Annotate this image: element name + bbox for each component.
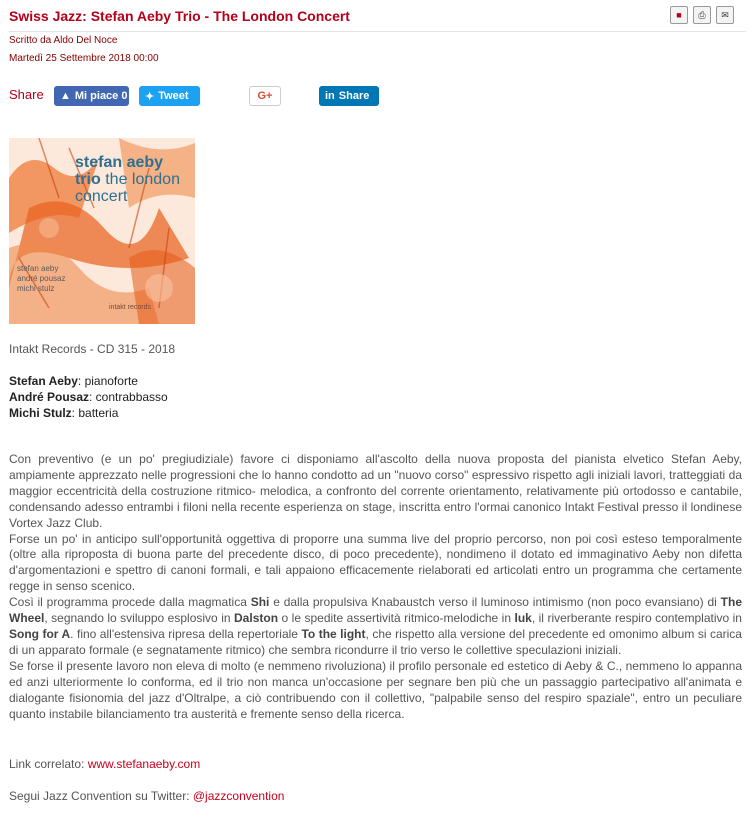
related-link-line (9, 757, 200, 771)
track-title: luk (514, 611, 532, 626)
cover-title-trio: trio (75, 171, 101, 188)
email-icon[interactable]: ✉ (716, 6, 734, 24)
cover-label: intakt records (109, 304, 152, 311)
release-info: Intakt Records - CD 315 - 2018 (9, 342, 176, 356)
body-text: . fino all'estensiva ripresa della repertoriale (70, 626, 302, 641)
print-icon[interactable]: ⎙ (693, 6, 711, 24)
body-text: , che rispetto alla versione del precedente ed omonimo album si carica di un apparato formale (e segnatamente ritmico) che sembra ricondurre il trio verso le collettive speculazioni iniziali. (9, 626, 742, 657)
track-title: To the light (301, 626, 366, 641)
body-paragraph (9, 595, 742, 659)
facebook-like-button[interactable] (54, 86, 129, 106)
cover-musician: andré pousaz (17, 274, 66, 283)
article-title[interactable]: Swiss Jazz: Stefan Aeby Trio - The London Concert (9, 8, 350, 24)
article-author: Scritto da Aldo Del Noce (9, 35, 118, 46)
cover-title-line2 (75, 171, 180, 188)
body-text: o le spedite assertività ritmico-melodiche in (278, 611, 515, 626)
track-title: Song for A (9, 626, 71, 641)
google-plus-button[interactable] (249, 86, 281, 106)
body-text: , il riverberante respiro contemplativo in (531, 611, 742, 626)
twitter-bird-icon: ✦ (145, 90, 155, 103)
body-text: e dalla propulsiva Knabaustch verso il luminoso intimismo (non poco evansiano) di (269, 595, 721, 610)
lineup-item (9, 374, 138, 388)
body-paragraph: Con preventivo (e un po' pregiudiziale) favore ci disponiamo all'ascolto della nuova proposta del pianista elvetico Stefan Aeby, ampiamente apprezzato nelle progressioni che lo hanno condotto ad un "nuovo corso" espressivo rispetto agli iniziali lavori, tratteggiati da maggior eccentricità della costruzione ritmico- melodica, a confronto del corrente orientamento, relativamente più ortodosso e cantabile, condensando adesso entrambi i filoni nella recente esperienza on stage, inscritta entro l'ormai canonico Intakt Festival presso il londinese Vortex Jazz Club. (9, 452, 742, 530)
lineup-item (9, 390, 168, 404)
article-tools (670, 6, 734, 24)
album-cover (9, 138, 195, 324)
cover-title-london: the london (100, 171, 180, 188)
twitter-follow-line (9, 789, 284, 803)
musician-role: : contrabbasso (89, 390, 168, 404)
track-title: The Wheel (9, 595, 742, 626)
thumbs-up-icon: ▲ (60, 90, 71, 102)
body-text: Così il programma procede dalla magmatica (9, 595, 251, 610)
musician-role: : pianoforte (77, 374, 138, 388)
cover-musician: michi stulz (17, 284, 55, 293)
body-paragraph: Forse un po' in anticipo sull'opportunità oggettiva di proporre una summa live del proprio percorso, non poi così esteso temporalmente (oltre alla riproposta di buona parte del precedente disco, di poco precedente), nondimeno il dotato ed immaginativo Aeby non difetta d'argomentazioni e spettro di canoni formali, e tali appaiono efficacemente rielaborati ed articolati entro un programma che certamente regge in senso scenico. (9, 531, 742, 594)
related-link-label: Link correlato: (9, 757, 88, 771)
musician-name: Stefan Aeby (9, 374, 78, 388)
title-divider (9, 31, 746, 32)
facebook-like-label: Mi piace 0 (74, 90, 128, 102)
article-date: Martedì 25 Settembre 2018 00:00 (9, 53, 159, 64)
cover-title-line3: concert (75, 188, 128, 205)
twitter-follow-label: Segui Jazz Convention su Twitter: (9, 789, 193, 803)
related-link[interactable]: www.stefanaeby.com (87, 757, 201, 771)
pdf-icon[interactable]: ■ (670, 6, 688, 24)
share-label: Share (9, 87, 44, 102)
track-title: Dalston (234, 611, 279, 626)
lineup-item (9, 406, 118, 420)
linkedin-share-label: Share (338, 90, 370, 102)
article-body (9, 452, 742, 722)
body-text: , segnando lo sviluppo esplosivo in (44, 611, 235, 626)
musician-role: : batteria (71, 406, 119, 420)
cover-title-line1: stefan aeby (75, 154, 164, 171)
musician-name: André Pousaz (9, 390, 90, 404)
cover-musicians (17, 264, 65, 294)
google-plus-label: G+ (257, 90, 273, 102)
linkedin-share-button[interactable] (319, 86, 379, 106)
linkedin-icon: in (325, 90, 335, 102)
cover-musician: stefan aeby (17, 264, 59, 273)
track-title: Shi (250, 595, 270, 610)
musician-name: Michi Stulz (9, 406, 72, 420)
tweet-label: Tweet (158, 90, 189, 102)
tweet-button[interactable] (139, 86, 200, 106)
twitter-handle-link[interactable]: @jazzconvention (192, 789, 285, 803)
body-paragraph: Se forse il presente lavoro non eleva di molto (e nemmeno rivoluziona) il profilo personale ed estetico di Aeby & C., nemmeno lo appanna ed anzi ulteriormente lo conforma, ed il trio non manca un'occasione per segnare ben più che un passaggio partecipativo all'animata e dialogante fisionomia del jazz d'Oltralpe, a ciò contribuendo con il collettivo, "palpabile senso del respiro spaziale", entro un peculiare quanto instabile bilanciamento tra austerità e fremente senso della ricerca. (9, 658, 742, 721)
